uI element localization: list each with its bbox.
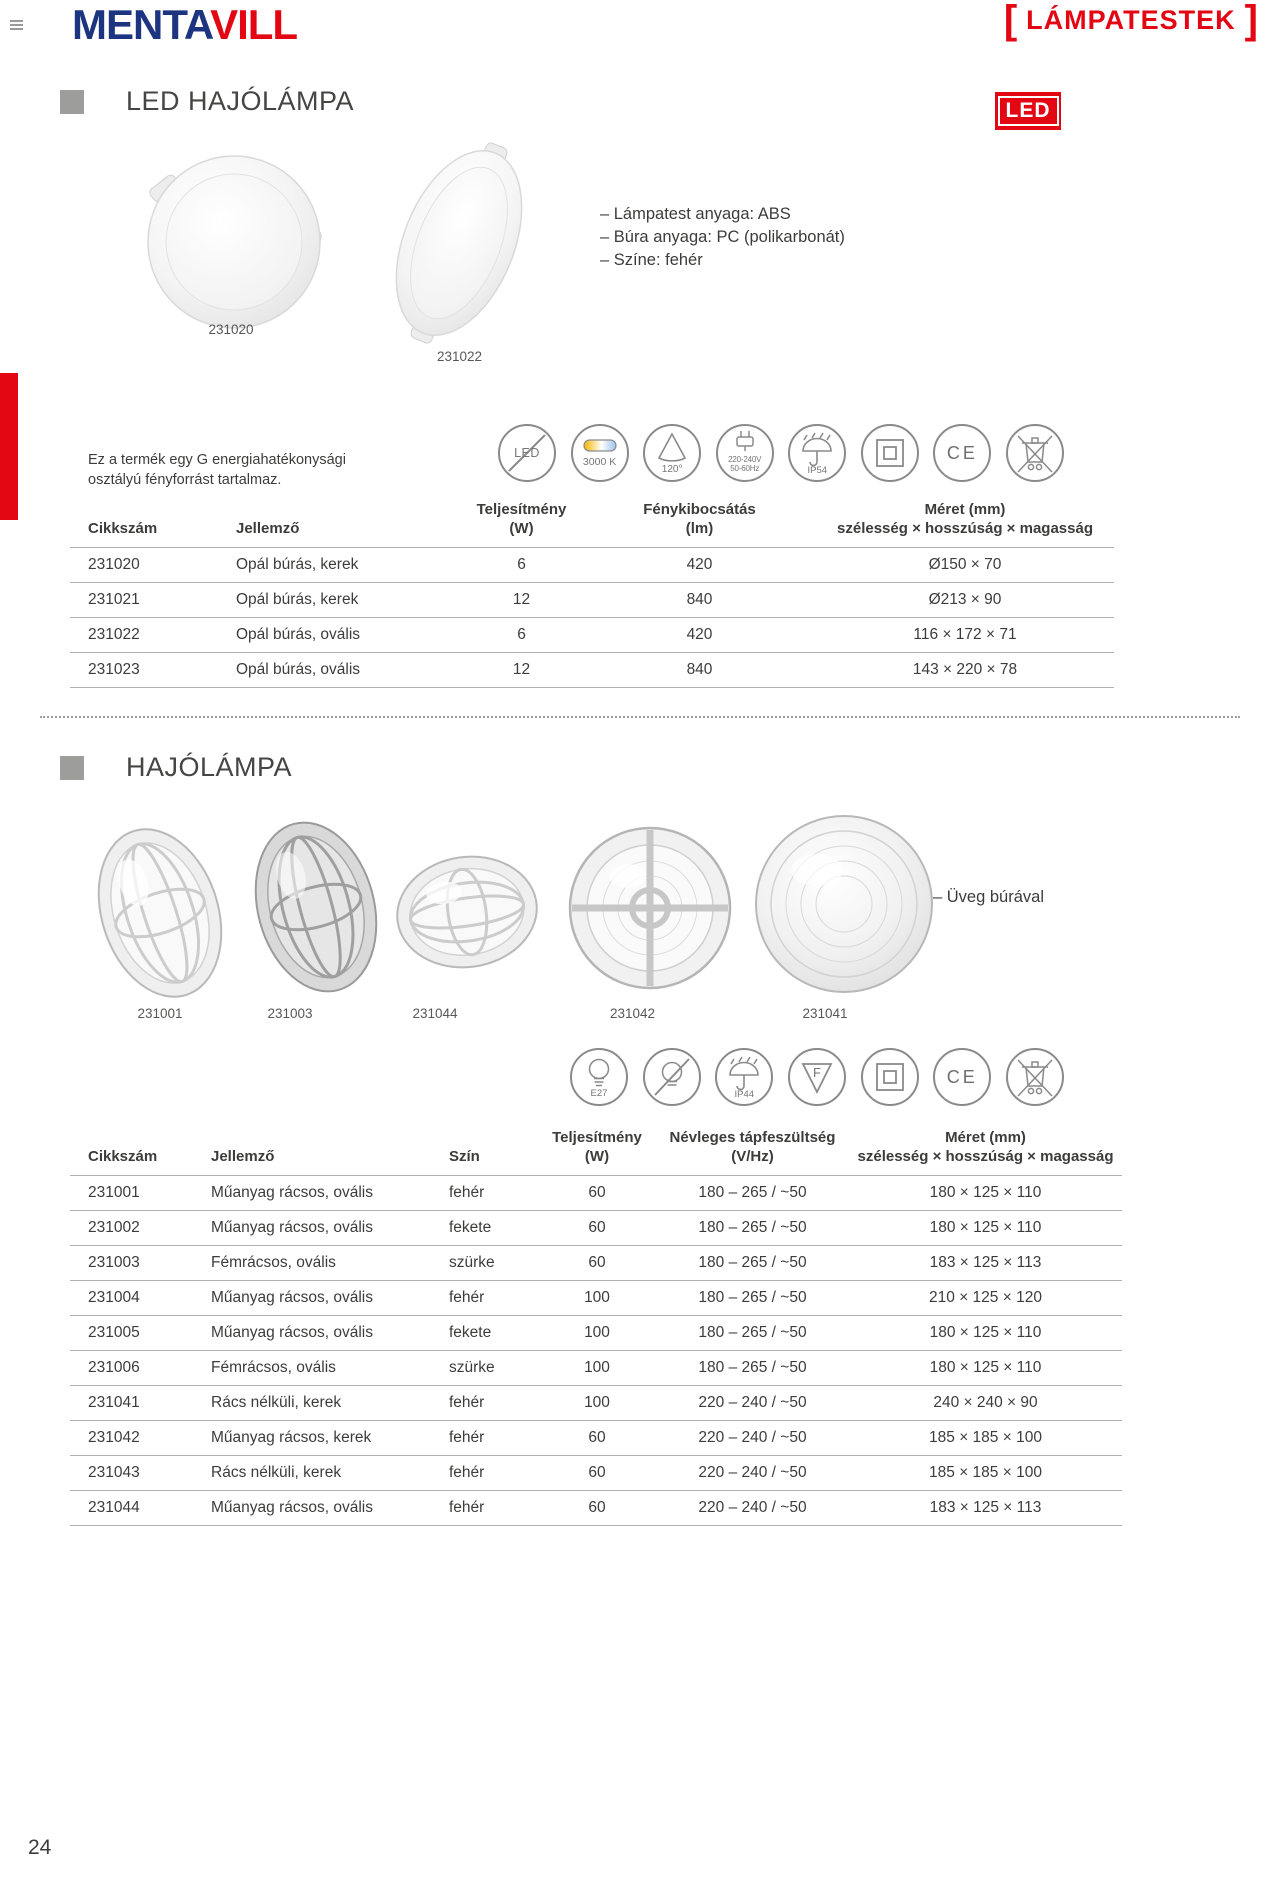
- led-badge: [995, 92, 1061, 130]
- table-row: [70, 1176, 1122, 1211]
- product-code: 231042: [609, 1006, 656, 1021]
- table-cell: 183 × 125 × 113: [849, 1246, 1122, 1281]
- column-header: Jellemző: [236, 520, 300, 537]
- table-cell: 12: [460, 583, 583, 618]
- feature-item: – Lámpatest anyaga: ABS: [600, 205, 791, 223]
- product-image-oval-caged-horizontal: [392, 840, 542, 985]
- column-header: Méret (mm) szélesség × hosszúság × magasság: [837, 501, 1093, 537]
- section-title-led-hajolampa: LED HAJÓLÁMPA: [126, 86, 355, 116]
- icon-label: IP44: [734, 1089, 755, 1101]
- section-bullet: [60, 756, 84, 780]
- table-cell: 143 × 220 × 78: [816, 653, 1114, 688]
- led-badge-label: LED: [998, 96, 1059, 126]
- icon-label: IP54: [807, 465, 828, 477]
- feature-item: – Színe: fehér: [600, 251, 703, 269]
- product-code: 231044: [412, 1006, 458, 1021]
- product-image-oval-caged-gray: [236, 812, 396, 1002]
- icon-label: 3000 K: [582, 456, 617, 469]
- table-cell: Műanyag rácsos, ovális: [207, 1316, 445, 1351]
- column-header: Szín: [449, 1148, 480, 1165]
- product-image-round-caged: [558, 820, 743, 1000]
- table-row: [70, 1491, 1122, 1526]
- table-cell: 100: [538, 1386, 656, 1421]
- table-row: [70, 1246, 1122, 1281]
- table-row: [70, 653, 1114, 688]
- ip54-icon: [788, 424, 846, 482]
- table-cell: 231043: [70, 1456, 207, 1491]
- table-cell: 420: [583, 548, 816, 583]
- table-cell: 6: [460, 548, 583, 583]
- table-cell: 100: [538, 1316, 656, 1351]
- brand-logo: [72, 2, 297, 48]
- hajolampa-certification-icon-row: [570, 1048, 1064, 1106]
- energy-note-line: osztályú fényforrást tartalmaz.: [88, 472, 282, 488]
- table-cell: 180 – 265 / ~50: [656, 1351, 849, 1386]
- section-title-hajolampa: HAJÓLÁMPA: [126, 752, 293, 782]
- table-cell: 60: [538, 1491, 656, 1526]
- product-image-round-led-lamp: [145, 153, 323, 331]
- column-header: Cikkszám: [88, 520, 158, 537]
- brand-logo-vill: VILL: [210, 1, 298, 48]
- table-cell: Rács nélküli, kerek: [207, 1386, 445, 1421]
- table-cell: 60: [538, 1176, 656, 1211]
- table-cell: 231006: [70, 1351, 207, 1386]
- table-cell: fehér: [445, 1281, 538, 1316]
- brand-logo-menta: MENTA: [72, 1, 211, 48]
- table-cell: 180 – 265 / ~50: [656, 1246, 849, 1281]
- table-cell: szürke: [445, 1351, 538, 1386]
- table-cell: 210 × 125 × 120: [849, 1281, 1122, 1316]
- table-row: [70, 548, 1114, 583]
- table-cell: Opál búrás, kerek: [232, 548, 460, 583]
- table-cell: fekete: [445, 1211, 538, 1246]
- table-cell: 231001: [70, 1176, 207, 1211]
- table-cell: Fémrácsos, ovális: [207, 1351, 445, 1386]
- section-bullet: [60, 90, 84, 114]
- energy-class-note: [88, 450, 346, 490]
- table-cell: 180 – 265 / ~50: [656, 1316, 849, 1351]
- column-header: Méret (mm) szélesség × hosszúság × magasság: [857, 1129, 1114, 1165]
- table-cell: 12: [460, 653, 583, 688]
- table-cell: 6: [460, 618, 583, 653]
- table-row: [70, 1456, 1122, 1491]
- category-badge: [1004, 0, 1258, 40]
- table-cell: Rács nélküli, kerek: [207, 1456, 445, 1491]
- table-cell: 220 – 240 / ~50: [656, 1456, 849, 1491]
- menu-icon: [10, 20, 23, 32]
- led-certification-icon-row: [498, 424, 1064, 482]
- feature-item: – Búra anyaga: PC (polikarbonát): [600, 228, 845, 246]
- icon-label: 220-240V 50-60Hz: [728, 455, 762, 474]
- color-temperature-icon: [571, 424, 629, 482]
- table-cell: 231042: [70, 1421, 207, 1456]
- led-product-table: [70, 500, 1093, 688]
- table-cell: 231004: [70, 1281, 207, 1316]
- table-cell: fehér: [445, 1491, 538, 1526]
- product-code: 231022: [436, 349, 483, 364]
- table-cell: 840: [583, 583, 816, 618]
- table-cell: Műanyag rácsos, ovális: [207, 1281, 445, 1316]
- table-cell: 840: [583, 653, 816, 688]
- product-image-round-plain: [742, 812, 947, 1002]
- glass-cover-note: – Üveg búrával: [933, 888, 1044, 906]
- table-row: [70, 1211, 1122, 1246]
- table-cell: 60: [538, 1246, 656, 1281]
- table-cell: 100: [538, 1281, 656, 1316]
- table-cell: 231020: [70, 548, 232, 583]
- beam-angle-icon: [643, 424, 701, 482]
- product-image-oval-caged-white: [80, 818, 240, 1008]
- product-code: 231041: [802, 1006, 848, 1021]
- table-row: [70, 1351, 1122, 1386]
- table-cell: fehér: [445, 1176, 538, 1211]
- table-cell: 231003: [70, 1246, 207, 1281]
- e27-socket-icon: [570, 1048, 628, 1106]
- column-header: Teljesítmény (W): [552, 1129, 642, 1165]
- table-cell: 180 × 125 × 110: [849, 1211, 1122, 1246]
- table-cell: Műanyag rácsos, ovális: [207, 1211, 445, 1246]
- table-cell: 60: [538, 1421, 656, 1456]
- table-cell: 231044: [70, 1491, 207, 1526]
- bracket-open-icon: [: [1003, 0, 1018, 42]
- table-cell: 420: [583, 618, 816, 653]
- category-label: LÁMPATESTEK: [1026, 5, 1236, 35]
- no-bulb-icon: [643, 1048, 701, 1106]
- table-cell: fehér: [445, 1456, 538, 1491]
- table-header-row: [70, 500, 1114, 548]
- icon-label: LED: [514, 446, 540, 460]
- protection-class-2-icon: [861, 1048, 919, 1106]
- hajolampa-product-table: [70, 1128, 1114, 1526]
- table-cell: 60: [538, 1211, 656, 1246]
- table-row: [70, 583, 1114, 618]
- product-image-oval-led-lamp: [382, 136, 537, 351]
- table-cell: Műanyag rácsos, ovális: [207, 1491, 445, 1526]
- icon-label: F: [812, 1065, 821, 1080]
- protection-class-2-icon: [861, 424, 919, 482]
- page-edge-marker: [0, 373, 18, 520]
- table-cell: 231021: [70, 583, 232, 618]
- table-cell: 231005: [70, 1316, 207, 1351]
- product-code: 231001: [137, 1006, 183, 1021]
- bracket-close-icon: ]: [1244, 0, 1258, 42]
- energy-note-line: Ez a termék egy G energiahatékonysági: [88, 452, 346, 468]
- table-cell: Ø150 × 70: [816, 548, 1114, 583]
- table-row: [70, 1386, 1122, 1421]
- table-cell: 100: [538, 1351, 656, 1386]
- table-cell: 180 – 265 / ~50: [656, 1281, 849, 1316]
- column-header: Fénykibocsátás (lm): [643, 501, 756, 537]
- table-row: [70, 1421, 1122, 1456]
- table-cell: 180 – 265 / ~50: [656, 1211, 849, 1246]
- table-header-row: [70, 1128, 1122, 1176]
- icon-label: CE: [946, 1067, 978, 1087]
- table-cell: fehér: [445, 1386, 538, 1421]
- icon-label: E27: [590, 1088, 608, 1100]
- table-row: [70, 1281, 1122, 1316]
- table-cell: fehér: [445, 1421, 538, 1456]
- table-cell: 180 × 125 × 110: [849, 1351, 1122, 1386]
- table-cell: fekete: [445, 1316, 538, 1351]
- table-cell: 240 × 240 × 90: [849, 1386, 1122, 1421]
- table-cell: Opál búrás, kerek: [232, 583, 460, 618]
- table-cell: 231022: [70, 618, 232, 653]
- table-cell: 220 – 240 / ~50: [656, 1386, 849, 1421]
- table-cell: 185 × 185 × 100: [849, 1456, 1122, 1491]
- voltage-icon: [716, 424, 774, 482]
- led-feature-list: [600, 203, 845, 272]
- table-cell: 231002: [70, 1211, 207, 1246]
- table-cell: 185 × 185 × 100: [849, 1421, 1122, 1456]
- product-code: 231003: [267, 1006, 313, 1021]
- ce-mark-icon: [933, 424, 991, 482]
- table-cell: 60: [538, 1456, 656, 1491]
- table-cell: 231041: [70, 1386, 207, 1421]
- column-header: Jellemző: [211, 1148, 275, 1165]
- product-code: 231020: [208, 322, 254, 337]
- led-crossed-icon: [498, 424, 556, 482]
- table-cell: Ø213 × 90: [816, 583, 1114, 618]
- table-cell: 220 – 240 / ~50: [656, 1491, 849, 1526]
- table-row: [70, 618, 1114, 653]
- table-cell: 220 – 240 / ~50: [656, 1421, 849, 1456]
- f-mark-icon: [788, 1048, 846, 1106]
- table-cell: 231023: [70, 653, 232, 688]
- table-cell: 180 × 125 × 110: [849, 1316, 1122, 1351]
- ce-mark-icon: [933, 1048, 991, 1106]
- section-divider: [40, 716, 1240, 718]
- table-cell: Opál búrás, ovális: [232, 653, 460, 688]
- column-header: Névleges tápfeszültség (V/Hz): [669, 1129, 836, 1165]
- column-header: Cikkszám: [88, 1148, 158, 1165]
- table-cell: 183 × 125 × 113: [849, 1491, 1122, 1526]
- table-cell: Opál búrás, ovális: [232, 618, 460, 653]
- page-number: 24: [28, 1836, 52, 1859]
- table-cell: szürke: [445, 1246, 538, 1281]
- column-header: Teljesítmény (W): [476, 501, 567, 537]
- table-cell: Műanyag rácsos, ovális: [207, 1176, 445, 1211]
- table-cell: Fémrácsos, ovális: [207, 1246, 445, 1281]
- icon-label: CE: [946, 443, 978, 463]
- weee-icon: [1006, 424, 1064, 482]
- table-row: [70, 1316, 1122, 1351]
- table-cell: 180 × 125 × 110: [849, 1176, 1122, 1211]
- table-cell: 180 – 265 / ~50: [656, 1176, 849, 1211]
- ip44-icon: [715, 1048, 773, 1106]
- table-cell: 116 × 172 × 71: [816, 618, 1114, 653]
- icon-label: 120°: [661, 463, 683, 475]
- table-cell: Műanyag rácsos, kerek: [207, 1421, 445, 1456]
- weee-icon: [1006, 1048, 1064, 1106]
